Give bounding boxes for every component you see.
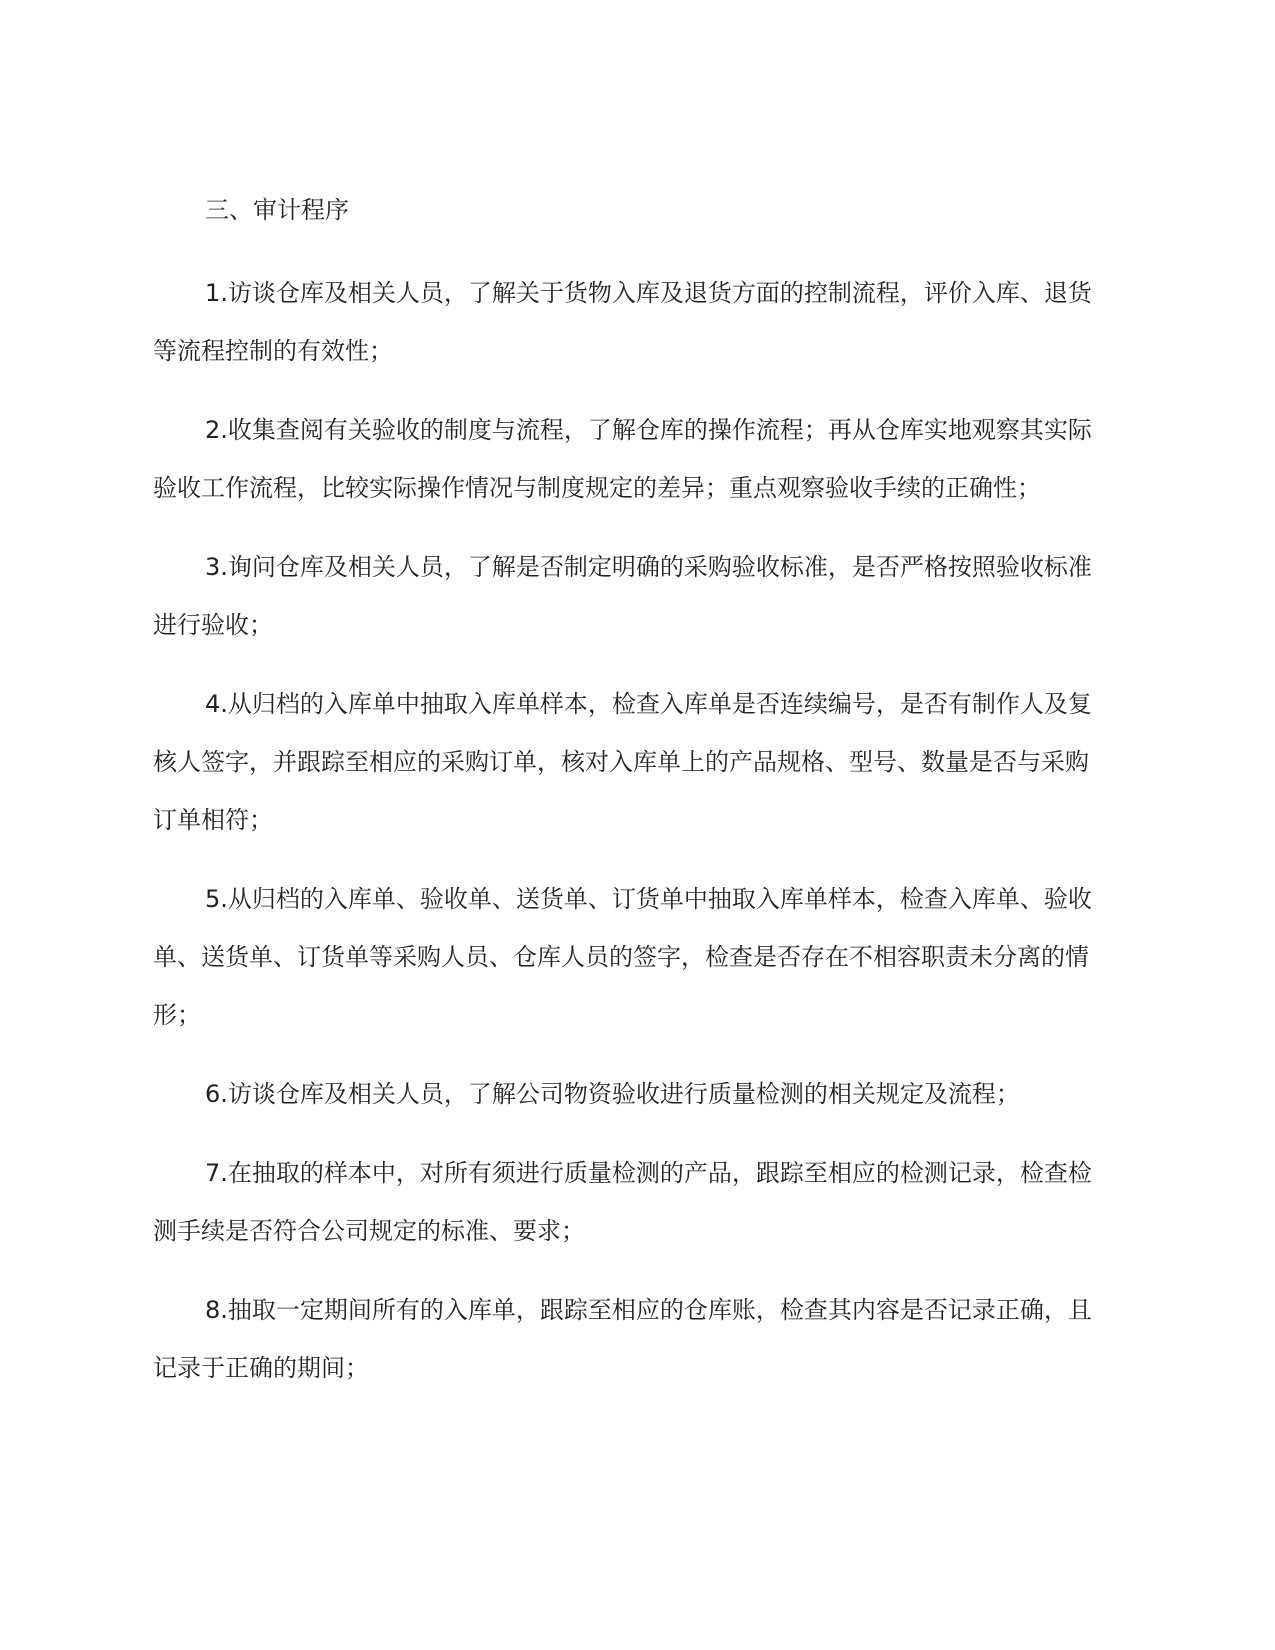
procedure-item-5: 5.从归档的入库单、验收单、送货单、订货单中抽取入库单样本，检查入库单、验收单、送货单、订货单等采购人员、仓库人员的签字，检查是否存在不相容职责未分离的情形； [153,885,1092,1029]
procedure-item-3: 3.询问仓库及相关人员，了解是否制定明确的采购验收标准，是否严格按照验收标准进行验收； [153,553,1092,639]
procedure-item-7: 7.在抽取的样本中，对所有须进行质量检测的产品，跟踪至相应的检测记录，检查检测手续是否符合公司规定的标准、要求； [153,1159,1092,1245]
procedure-item-1: 1.访谈仓库及相关人员，了解关于货物入库及退货方面的控制流程，评价入库、退货等流程控制的有效性； [153,279,1092,365]
procedure-item-4: 4.从归档的入库单中抽取入库单样本，检查入库单是否连续编号，是否有制作人及复核人签字，并跟踪至相应的采购订单，核对入库单上的产品规格、型号、数量是否与采购订单相符； [153,690,1092,834]
section-heading: 三、审计程序 [205,196,349,224]
procedure-item-6: 6.访谈仓库及相关人员，了解公司物资验收进行质量检测的相关规定及流程； [205,1080,1020,1108]
document-body [153,190,1109,1418]
procedure-item-8: 8.抽取一定期间所有的入库单，跟踪至相应的仓库账，检查其内容是否记录正确，且记录于正确的期间； [153,1296,1092,1382]
procedure-item-2: 2.收集查阅有关验收的制度与流程，了解仓库的操作流程；再从仓库实地观察其实际验收工作流程，比较实际操作情况与制度规定的差异；重点观察验收手续的正确性； [153,416,1092,502]
